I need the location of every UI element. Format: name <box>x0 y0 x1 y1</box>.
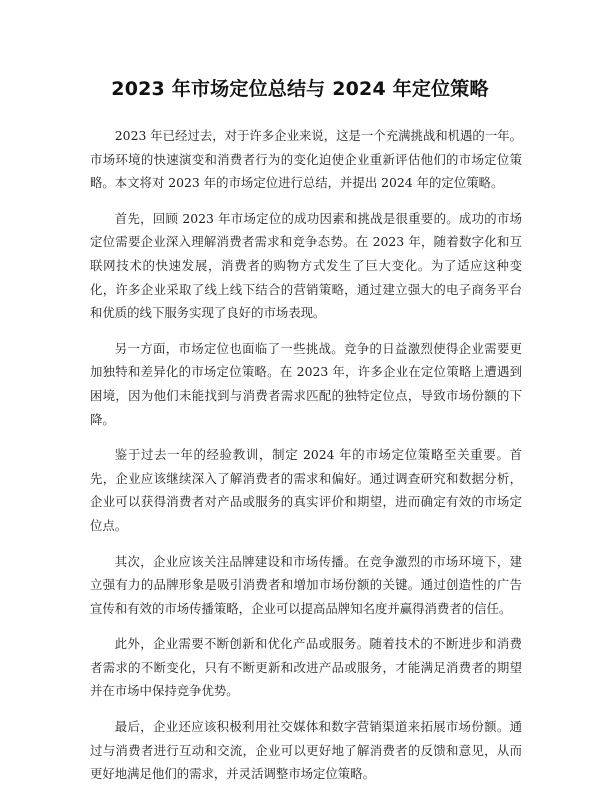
paragraph: 其次，企业应该关注品牌建设和市场传播。在竞争激烈的市场环境下，建立强有力的品牌形象是吸引消费者和增加市场份额的关键。通过创造性的广告宣传和有效的市场传播策略，企业可以提高品牌知名度并赢得消费者的信任。 <box>90 553 522 616</box>
document-title: 2023 年市场定位总结与 2024 年定位策略 <box>111 78 489 100</box>
paragraph: 最后，企业还应该积极利用社交媒体和数字营销渠道来拓展市场份额。通过与消费者进行互动和交流，企业可以更好地了解消费者的反馈和意见，从而更好地满足他们的需求，并灵活调整市场定位策略。 <box>90 719 522 782</box>
paragraph: 此外，企业需要不断创新和优化产品或服务。随着技术的不断进步和消费者需求的不断变化，只有不断更新和改进产品或服务，才能满足消费者的期望并在市场中保持竞争优势。 <box>90 636 522 699</box>
paragraph: 首先，回顾 2023 年市场定位的成功因素和挑战是很重要的。成功的市场定位需要企业深入理解消费者需求和竞争态势。在 2023 年，随着数字化和互联网技术的快速发展，消费者的购物方式发生了巨大变化。为了适应这种变化，许多企业采取了线上线下结合的营销策略，通过建立强大的电子商务平台和优质的线下服务实现了良好的市场表现。 <box>90 210 522 321</box>
document-body <box>90 124 522 798</box>
paragraph: 另一方面，市场定位也面临了一些挑战。竞争的日益激烈使得企业需要更加独特和差异化的市场定位策略。在 2023 年，许多企业在定位策略上遭遇到困境，因为他们未能找到与消费者需求匹配的独特定位点，导致市场份额的下降。 <box>90 340 522 427</box>
paragraph: 鉴于过去一年的经验教训，制定 2024 年的市场定位策略至关重要。首先，企业应该继续深入了解消费者的需求和偏好。通过调查研究和数据分析，企业可以获得消费者对产品或服务的真实评价和期望，进而确定有效的市场定位点。 <box>90 447 522 533</box>
paragraph: 2023 年已经过去，对于许多企业来说，这是一个充满挑战和机遇的一年。市场环境的快速演变和消费者行为的变化迫使企业重新评估他们的市场定位策略。本文将对 2023 年的市场定位进行总结，并提出 2024 年的定位策略。 <box>90 128 522 191</box>
